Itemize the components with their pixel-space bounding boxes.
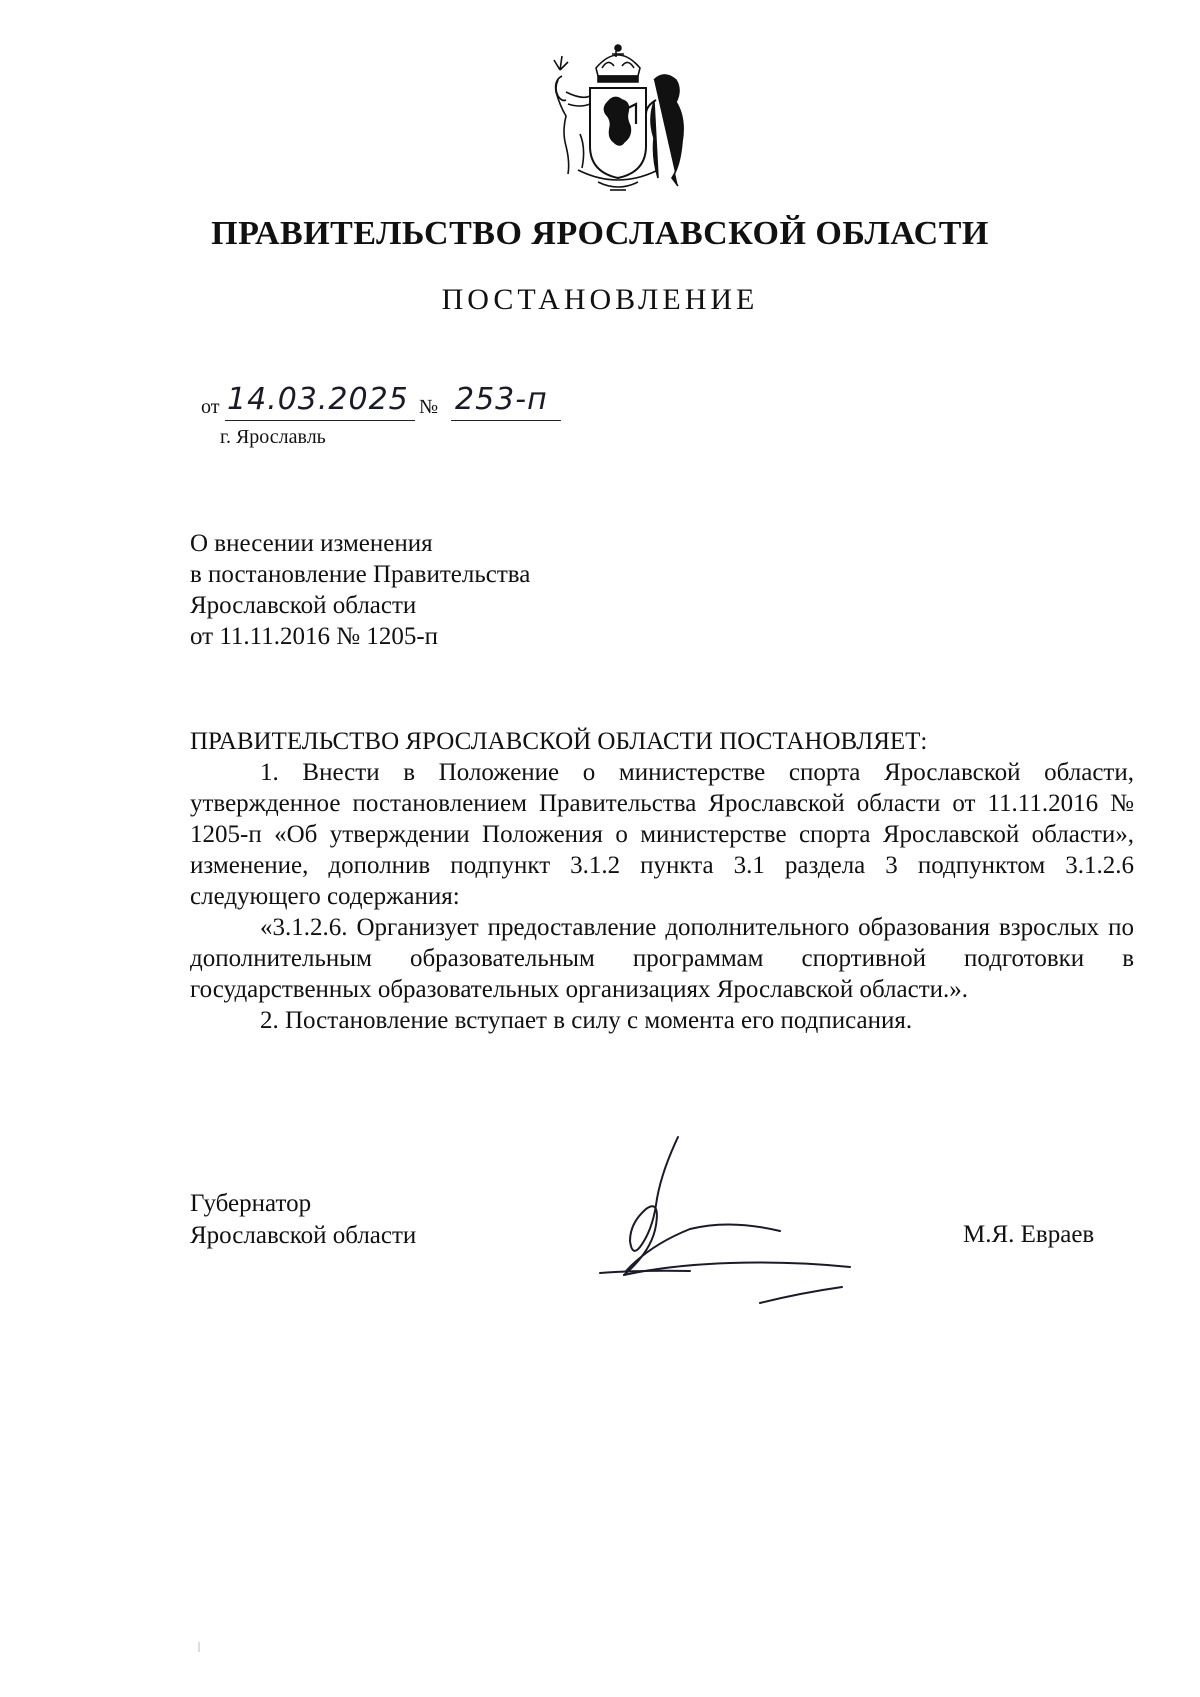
handwritten-signature (560, 1125, 920, 1305)
scan-margin-mark (198, 1642, 200, 1652)
subject-line: от 11.11.2016 № 1205-п (190, 623, 439, 650)
coat-of-arms-emblem (538, 40, 698, 198)
date-underline (225, 420, 415, 421)
date-number-line (201, 382, 621, 422)
date-prefix: от (201, 396, 220, 418)
government-title: ПРАВИТЕЛЬСТВО ЯРОСЛАВСКОЙ ОБЛАСТИ (211, 215, 989, 252)
date-value-handwritten: 14.03.2025 (227, 382, 409, 417)
city-label: г. Ярославль (220, 426, 326, 448)
resolution-heading: ПРАВИТЕЛЬСТВО ЯРОСЛАВСКОЙ ОБЛАСТИ ПОСТАНОВЛЯЕТ: (190, 728, 928, 755)
number-value-handwritten: 253-п (455, 382, 548, 417)
paragraph-2: 2. Постановление вступает в силу с момента его подписания. (260, 1007, 913, 1034)
signatory-name: М.Я. Евраев (963, 1221, 1095, 1248)
subject-line: О внесении изменения (190, 530, 433, 557)
signatory-title-line: Ярославской области (190, 1222, 417, 1249)
paragraph-1: 1. Внести в Положение о министерстве спорта Ярославской области, утвержденное постановлением Правительства Ярославской области от 11.11.2016 № 1205-п «Об утверждении Положения о министерстве спорта Ярославской области», изменение, дополнив подпункт 3.1.2 пункта 3.1 раздела 3 подпунктом 3.1.2.6 следующего содержания: (190, 759, 1134, 910)
number-prefix: № (419, 396, 439, 418)
document-type: ПОСТАНОВЛЕНИЕ (441, 283, 759, 316)
signatory-title-line: Губернатор (190, 1190, 312, 1217)
resolution-body (190, 726, 1134, 1036)
subject-line: в постановление Правительства (190, 561, 531, 588)
subject-line: Ярославской области (190, 592, 417, 619)
signatory-title (190, 1188, 416, 1252)
number-underline (451, 420, 561, 421)
paragraph-quote: «3.1.2.6. Организует предоставление дополнительного образования взрослых по дополнительным образовательным программам спортивной подготовки в государственных образовательных организациях Ярославской области.». (190, 914, 1134, 1003)
document-subject (190, 528, 530, 652)
